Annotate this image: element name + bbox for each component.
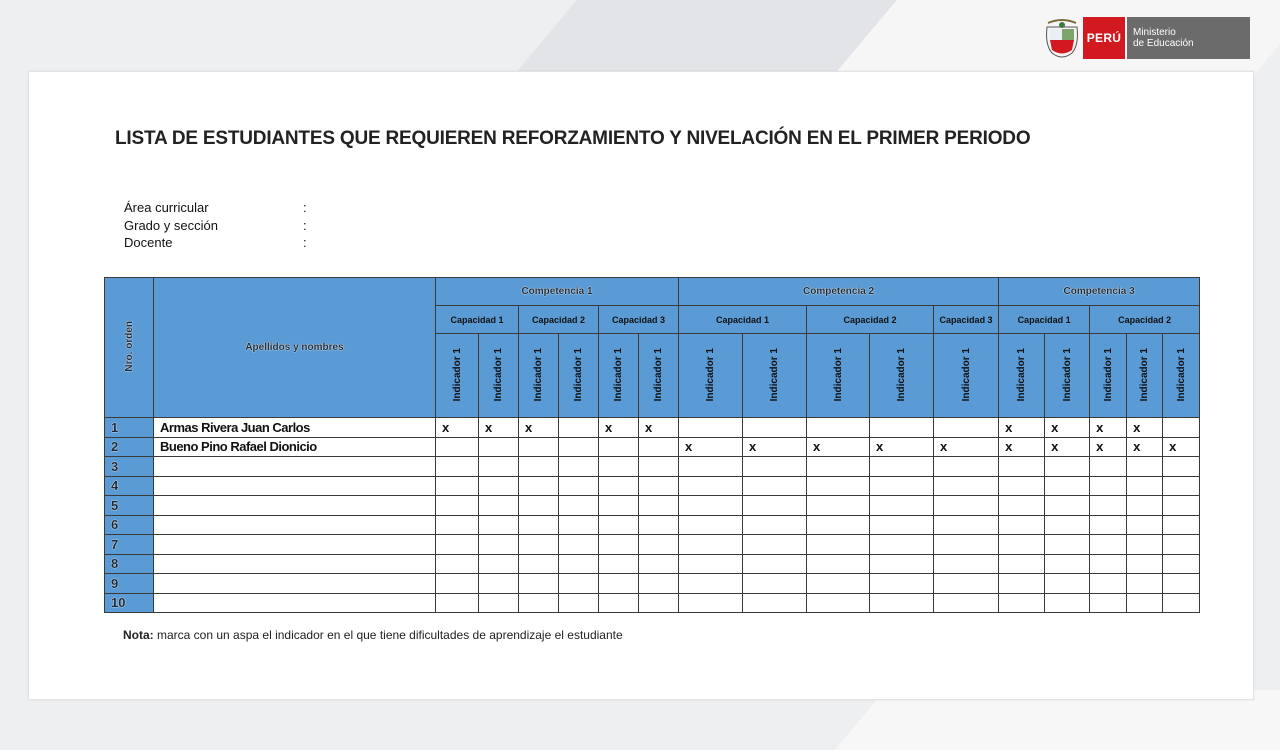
indicator-mark-cell[interactable] xyxy=(934,476,999,496)
indicator-mark-cell[interactable] xyxy=(743,418,807,438)
indicator-mark-cell[interactable] xyxy=(999,574,1045,594)
indicator-mark-cell[interactable]: x xyxy=(1090,437,1127,457)
ministry-logo xyxy=(1044,17,1250,59)
indicator-mark-cell[interactable]: x xyxy=(1127,437,1163,457)
header-indicador: Indicador 1 xyxy=(479,334,519,418)
indicator-mark-cell[interactable] xyxy=(479,515,519,535)
student-name[interactable] xyxy=(154,554,436,574)
indicator-mark-cell[interactable] xyxy=(436,574,479,594)
field-area xyxy=(124,200,324,218)
indicator-mark-cell[interactable] xyxy=(934,574,999,594)
indicator-mark-cell[interactable] xyxy=(1127,593,1163,613)
indicator-mark-cell[interactable] xyxy=(599,496,639,516)
indicator-mark-cell[interactable] xyxy=(1045,593,1090,613)
indicator-mark-cell[interactable] xyxy=(679,496,743,516)
indicator-mark-cell[interactable] xyxy=(1127,554,1163,574)
header-capacidad: Capacidad 1 xyxy=(999,306,1090,334)
row-number: 3 xyxy=(105,457,154,477)
header-competencia-2: Competencia 2 xyxy=(679,278,999,306)
indicator-mark-cell[interactable] xyxy=(1127,574,1163,594)
indicator-mark-cell[interactable] xyxy=(679,418,743,438)
indicator-mark-cell[interactable] xyxy=(639,535,679,555)
indicator-mark-cell[interactable] xyxy=(870,476,934,496)
indicator-mark-cell[interactable]: x xyxy=(599,418,639,438)
row-number: 1 xyxy=(105,418,154,438)
indicator-mark-cell[interactable] xyxy=(479,496,519,516)
indicator-mark-cell[interactable]: x xyxy=(679,437,743,457)
row-number: 2 xyxy=(105,437,154,457)
indicator-mark-cell[interactable]: x xyxy=(479,418,519,438)
indicator-mark-cell[interactable] xyxy=(599,476,639,496)
indicator-mark-cell[interactable]: x xyxy=(999,418,1045,438)
indicator-mark-cell[interactable] xyxy=(743,496,807,516)
table-row xyxy=(105,437,1200,457)
indicator-mark-cell[interactable] xyxy=(599,593,639,613)
field-label: Área curricular xyxy=(124,200,209,215)
student-name[interactable]: Bueno Pino Rafael Dionicio xyxy=(154,437,436,457)
peru-badge: PERÚ xyxy=(1083,17,1125,59)
indicator-mark-cell[interactable] xyxy=(599,535,639,555)
indicator-mark-cell[interactable] xyxy=(999,554,1045,574)
indicator-mark-cell[interactable] xyxy=(870,574,934,594)
indicator-mark-cell[interactable] xyxy=(807,554,870,574)
indicator-mark-cell[interactable] xyxy=(679,535,743,555)
indicator-mark-cell[interactable] xyxy=(743,554,807,574)
indicator-mark-cell[interactable] xyxy=(559,593,599,613)
indicator-mark-cell[interactable] xyxy=(934,554,999,574)
indicator-mark-cell[interactable] xyxy=(559,535,599,555)
header-indicador: Indicador 1 xyxy=(559,334,599,418)
indicator-mark-cell[interactable] xyxy=(599,554,639,574)
header-capacidad: Capacidad 2 xyxy=(807,306,934,334)
student-name[interactable] xyxy=(154,457,436,477)
header-indicador: Indicador 1 xyxy=(1127,334,1163,418)
header-nro-orden: Nro. orden xyxy=(105,278,154,418)
indicator-mark-cell[interactable] xyxy=(870,418,934,438)
indicator-mark-cell[interactable] xyxy=(1090,515,1127,535)
indicator-mark-cell[interactable]: x xyxy=(639,418,679,438)
indicator-mark-cell[interactable]: x xyxy=(870,437,934,457)
header-indicador: Indicador 1 xyxy=(519,334,559,418)
students-table xyxy=(104,277,1200,613)
indicator-mark-cell[interactable] xyxy=(559,476,599,496)
indicator-mark-cell[interactable]: x xyxy=(999,437,1045,457)
indicator-mark-cell[interactable] xyxy=(743,574,807,594)
field-colon: : xyxy=(303,217,307,233)
indicator-mark-cell[interactable] xyxy=(679,574,743,594)
indicator-mark-cell[interactable] xyxy=(807,476,870,496)
header-capacidad: Capacidad 2 xyxy=(1090,306,1200,334)
indicator-mark-cell[interactable]: x xyxy=(934,437,999,457)
table-row xyxy=(105,476,1200,496)
indicator-mark-cell[interactable] xyxy=(1127,457,1163,477)
indicator-mark-cell[interactable] xyxy=(807,457,870,477)
indicator-mark-cell[interactable] xyxy=(934,457,999,477)
student-name[interactable] xyxy=(154,593,436,613)
row-number: 8 xyxy=(105,554,154,574)
table-row xyxy=(105,593,1200,613)
indicator-mark-cell[interactable] xyxy=(519,554,559,574)
row-number: 9 xyxy=(105,574,154,594)
indicator-mark-cell[interactable]: x xyxy=(519,418,559,438)
field-label: Docente xyxy=(124,235,173,250)
table-row xyxy=(105,457,1200,477)
indicator-mark-cell[interactable] xyxy=(1090,457,1127,477)
indicator-mark-cell[interactable] xyxy=(519,593,559,613)
row-number: 6 xyxy=(105,515,154,535)
indicator-mark-cell[interactable] xyxy=(599,457,639,477)
header-indicador: Indicador 1 xyxy=(870,334,934,418)
indicator-mark-cell[interactable] xyxy=(1090,476,1127,496)
indicator-mark-cell[interactable] xyxy=(934,418,999,438)
indicator-mark-cell[interactable] xyxy=(639,496,679,516)
indicator-mark-cell[interactable] xyxy=(679,515,743,535)
indicator-mark-cell[interactable] xyxy=(1163,515,1200,535)
table-row xyxy=(105,496,1200,516)
indicator-mark-cell[interactable] xyxy=(1163,496,1200,516)
indicator-mark-cell[interactable] xyxy=(519,574,559,594)
row-number: 4 xyxy=(105,476,154,496)
header-indicador: Indicador 1 xyxy=(934,334,999,418)
indicator-mark-cell[interactable] xyxy=(807,593,870,613)
header-capacidad: Capacidad 3 xyxy=(599,306,679,334)
indicator-mark-cell[interactable] xyxy=(1127,515,1163,535)
indicator-mark-cell[interactable] xyxy=(870,554,934,574)
indicator-mark-cell[interactable]: x xyxy=(436,418,479,438)
indicator-mark-cell[interactable] xyxy=(1045,457,1090,477)
student-name[interactable] xyxy=(154,496,436,516)
indicator-mark-cell[interactable] xyxy=(870,515,934,535)
indicator-mark-cell[interactable] xyxy=(479,593,519,613)
indicator-mark-cell[interactable] xyxy=(559,457,599,477)
indicator-mark-cell[interactable]: x xyxy=(1090,418,1127,438)
indicator-mark-cell[interactable]: x xyxy=(1163,437,1200,457)
indicator-mark-cell[interactable] xyxy=(1163,593,1200,613)
indicator-mark-cell[interactable] xyxy=(807,535,870,555)
student-name[interactable] xyxy=(154,574,436,594)
footnote xyxy=(123,628,623,642)
indicator-mark-cell[interactable] xyxy=(436,593,479,613)
indicator-mark-cell[interactable] xyxy=(870,496,934,516)
note-label: Nota: xyxy=(123,628,154,642)
field-docente xyxy=(124,235,324,253)
indicator-mark-cell[interactable] xyxy=(743,476,807,496)
indicator-mark-cell[interactable] xyxy=(1045,476,1090,496)
indicator-mark-cell[interactable] xyxy=(1090,554,1127,574)
indicator-mark-cell[interactable] xyxy=(934,535,999,555)
indicator-mark-cell[interactable] xyxy=(639,554,679,574)
indicator-mark-cell[interactable] xyxy=(1127,535,1163,555)
indicator-mark-cell[interactable] xyxy=(599,515,639,535)
row-number: 7 xyxy=(105,535,154,555)
indicator-mark-cell[interactable] xyxy=(479,574,519,594)
indicator-mark-cell[interactable] xyxy=(436,437,479,457)
indicator-mark-cell[interactable] xyxy=(639,476,679,496)
indicator-mark-cell[interactable] xyxy=(479,437,519,457)
header-indicador: Indicador 1 xyxy=(743,334,807,418)
row-number: 5 xyxy=(105,496,154,516)
indicator-mark-cell[interactable] xyxy=(639,593,679,613)
header-capacidad: Capacidad 1 xyxy=(436,306,519,334)
indicator-mark-cell[interactable] xyxy=(479,457,519,477)
indicator-mark-cell[interactable]: x xyxy=(743,437,807,457)
indicator-mark-cell[interactable] xyxy=(1163,418,1200,438)
indicator-mark-cell[interactable] xyxy=(436,515,479,535)
indicator-mark-cell[interactable] xyxy=(559,418,599,438)
table-row xyxy=(105,535,1200,555)
indicator-mark-cell[interactable] xyxy=(519,535,559,555)
indicator-mark-cell[interactable] xyxy=(807,574,870,594)
indicator-mark-cell[interactable] xyxy=(1127,476,1163,496)
indicator-mark-cell[interactable] xyxy=(679,554,743,574)
header-indicador: Indicador 1 xyxy=(436,334,479,418)
header-indicador: Indicador 1 xyxy=(999,334,1045,418)
indicator-mark-cell[interactable] xyxy=(1127,496,1163,516)
table-row xyxy=(105,554,1200,574)
indicator-mark-cell[interactable] xyxy=(639,515,679,535)
indicator-mark-cell[interactable] xyxy=(639,437,679,457)
header-indicador: Indicador 1 xyxy=(807,334,870,418)
indicator-mark-cell[interactable] xyxy=(1090,496,1127,516)
indicator-mark-cell[interactable] xyxy=(559,437,599,457)
header-indicador: Indicador 1 xyxy=(599,334,639,418)
indicator-mark-cell[interactable] xyxy=(436,554,479,574)
indicator-mark-cell[interactable] xyxy=(519,515,559,535)
indicator-mark-cell[interactable] xyxy=(807,418,870,438)
indicator-mark-cell[interactable] xyxy=(479,554,519,574)
indicator-mark-cell[interactable] xyxy=(1090,574,1127,594)
indicator-mark-cell[interactable] xyxy=(599,574,639,594)
indicator-mark-cell[interactable] xyxy=(1163,574,1200,594)
indicator-mark-cell[interactable] xyxy=(679,476,743,496)
info-fields xyxy=(124,200,324,253)
indicator-mark-cell[interactable] xyxy=(999,593,1045,613)
ministry-line-1: Ministerio xyxy=(1133,27,1176,38)
header-competencia-3: Competencia 3 xyxy=(999,278,1200,306)
student-name[interactable]: Armas Rivera Juan Carlos xyxy=(154,418,436,438)
indicator-mark-cell[interactable] xyxy=(559,515,599,535)
indicator-mark-cell[interactable] xyxy=(999,515,1045,535)
header-competencia-1: Competencia 1 xyxy=(436,278,679,306)
indicator-mark-cell[interactable] xyxy=(436,496,479,516)
indicator-mark-cell[interactable]: x xyxy=(807,437,870,457)
student-name[interactable] xyxy=(154,535,436,555)
header-capacidad: Capacidad 1 xyxy=(679,306,807,334)
indicator-mark-cell[interactable] xyxy=(743,457,807,477)
indicator-mark-cell[interactable] xyxy=(1163,535,1200,555)
indicator-mark-cell[interactable] xyxy=(999,535,1045,555)
header-apellidos: Apellidos y nombres xyxy=(154,278,436,418)
indicator-mark-cell[interactable] xyxy=(1090,535,1127,555)
table-row xyxy=(105,418,1200,438)
indicator-mark-cell[interactable] xyxy=(479,535,519,555)
ministry-line-2: de Educación xyxy=(1133,38,1194,49)
indicator-mark-cell[interactable] xyxy=(436,476,479,496)
field-label: Grado y sección xyxy=(124,217,218,233)
indicator-mark-cell[interactable] xyxy=(1163,554,1200,574)
indicator-mark-cell[interactable] xyxy=(999,496,1045,516)
coat-of-arms-icon xyxy=(1044,17,1080,59)
indicator-mark-cell[interactable]: x xyxy=(1127,418,1163,438)
indicator-mark-cell[interactable] xyxy=(743,515,807,535)
indicator-mark-cell[interactable] xyxy=(1090,593,1127,613)
field-colon: : xyxy=(303,200,307,215)
indicator-mark-cell[interactable] xyxy=(934,593,999,613)
indicator-mark-cell[interactable] xyxy=(519,476,559,496)
header-indicador: Indicador 1 xyxy=(679,334,743,418)
header-indicador: Indicador 1 xyxy=(1090,334,1127,418)
indicator-mark-cell[interactable] xyxy=(743,593,807,613)
indicator-mark-cell[interactable] xyxy=(559,554,599,574)
header-indicador: Indicador 1 xyxy=(1163,334,1200,418)
field-grado xyxy=(124,218,324,236)
indicator-mark-cell[interactable] xyxy=(1045,574,1090,594)
field-colon: : xyxy=(303,235,307,250)
indicator-mark-cell[interactable] xyxy=(1045,535,1090,555)
page-title: LISTA DE ESTUDIANTES QUE REQUIEREN REFORZAMIENTO Y NIVELACIÓN EN EL PRIMER PERIODO xyxy=(115,128,1031,149)
indicator-mark-cell[interactable] xyxy=(679,457,743,477)
indicator-mark-cell[interactable] xyxy=(559,496,599,516)
indicator-mark-cell[interactable] xyxy=(870,593,934,613)
student-name[interactable] xyxy=(154,476,436,496)
header-capacidad: Capacidad 3 xyxy=(934,306,999,334)
indicator-mark-cell[interactable] xyxy=(1163,476,1200,496)
indicator-mark-cell[interactable] xyxy=(599,437,639,457)
indicator-mark-cell[interactable] xyxy=(639,457,679,477)
table-row xyxy=(105,574,1200,594)
indicator-mark-cell[interactable] xyxy=(807,496,870,516)
indicator-mark-cell[interactable] xyxy=(934,496,999,516)
indicator-mark-cell[interactable] xyxy=(519,496,559,516)
header-capacidad: Capacidad 2 xyxy=(519,306,599,334)
header-indicador: Indicador 1 xyxy=(639,334,679,418)
indicator-mark-cell[interactable] xyxy=(436,535,479,555)
indicator-mark-cell[interactable] xyxy=(743,535,807,555)
indicator-mark-cell[interactable] xyxy=(807,515,870,535)
header-indicador: Indicador 1 xyxy=(1045,334,1090,418)
student-name[interactable] xyxy=(154,515,436,535)
indicator-mark-cell[interactable] xyxy=(519,437,559,457)
indicator-mark-cell[interactable] xyxy=(1045,496,1090,516)
indicator-mark-cell[interactable] xyxy=(934,515,999,535)
indicator-mark-cell[interactable] xyxy=(559,574,599,594)
indicator-mark-cell[interactable] xyxy=(679,593,743,613)
indicator-mark-cell[interactable] xyxy=(436,457,479,477)
indicator-mark-cell[interactable] xyxy=(999,476,1045,496)
indicator-mark-cell[interactable]: x xyxy=(1045,437,1090,457)
indicator-mark-cell[interactable] xyxy=(1045,515,1090,535)
row-number: 10 xyxy=(105,593,154,613)
ministry-name xyxy=(1127,17,1250,59)
indicator-mark-cell[interactable] xyxy=(999,457,1045,477)
table-row xyxy=(105,515,1200,535)
indicator-mark-cell[interactable] xyxy=(519,457,559,477)
note-text: marca con un aspa el indicador en el que tiene dificultades de aprendizaje el estudiante xyxy=(153,628,623,642)
indicator-mark-cell[interactable]: x xyxy=(1045,418,1090,438)
indicator-mark-cell[interactable] xyxy=(479,476,519,496)
indicator-mark-cell[interactable] xyxy=(870,457,934,477)
indicator-mark-cell[interactable] xyxy=(870,535,934,555)
indicator-mark-cell[interactable] xyxy=(1163,457,1200,477)
indicator-mark-cell[interactable] xyxy=(639,574,679,594)
indicator-mark-cell[interactable] xyxy=(1045,554,1090,574)
